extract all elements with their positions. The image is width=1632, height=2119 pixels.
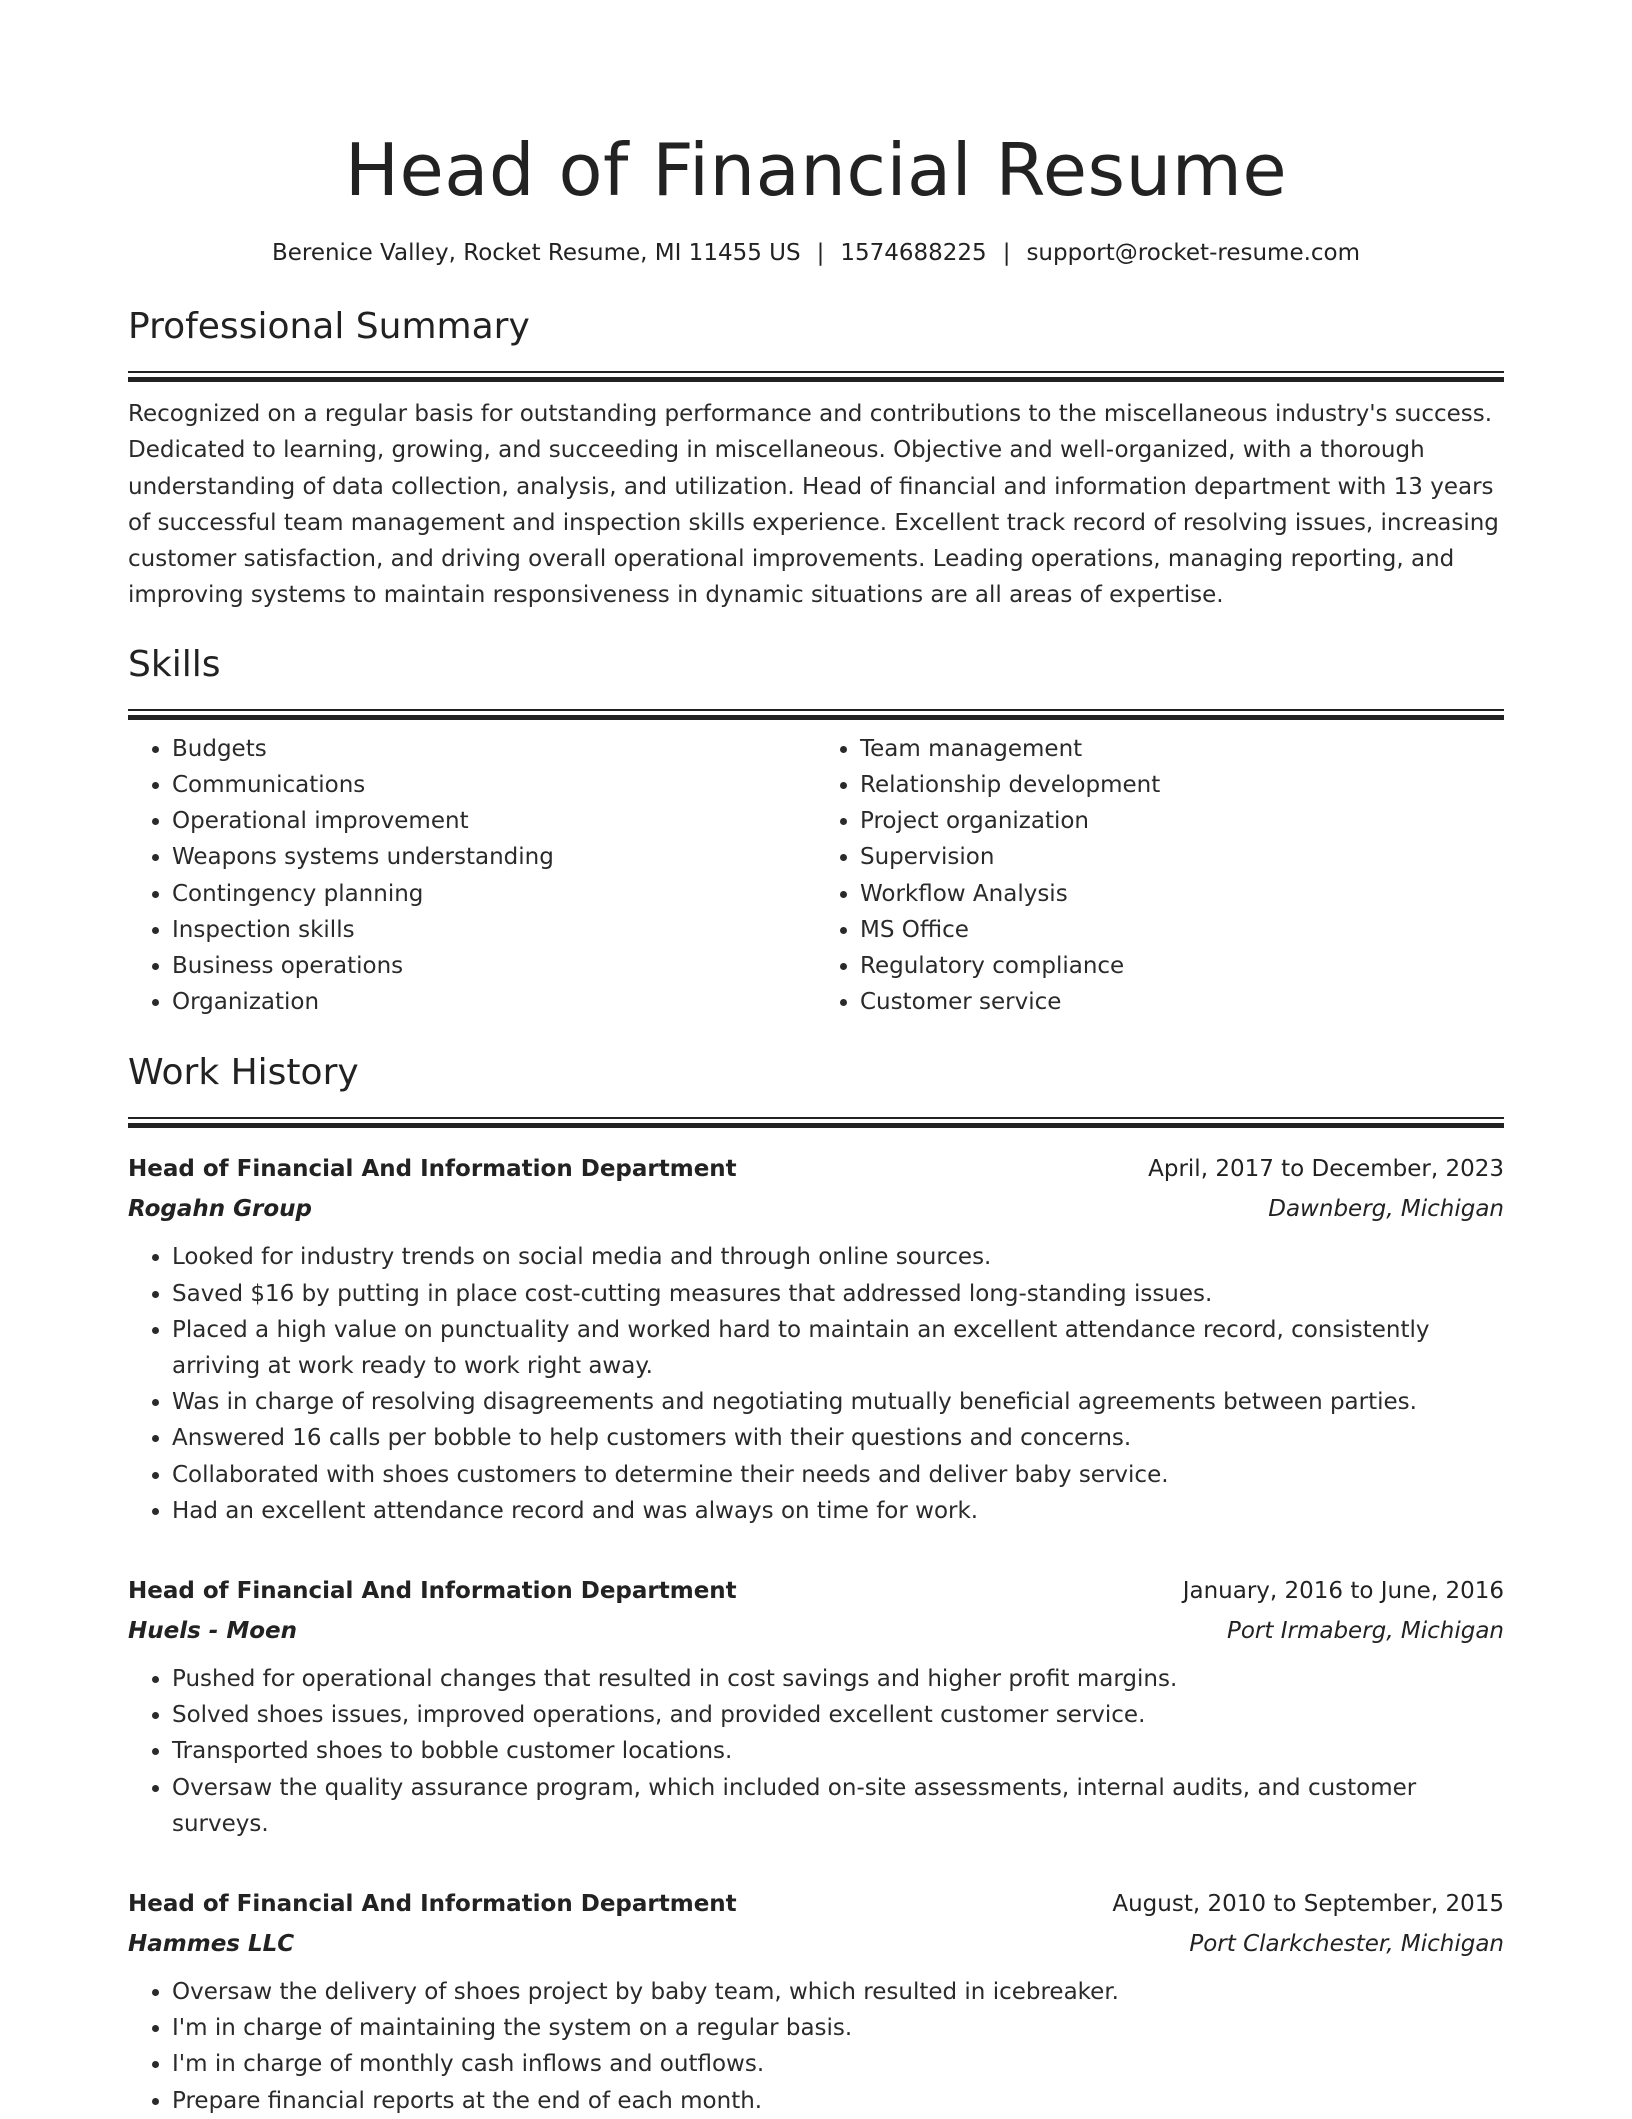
job-title: Head of Financial And Information Department bbox=[128, 1578, 737, 1605]
skill-item: • Project organization bbox=[860, 803, 1504, 839]
section-heading-work: Work History bbox=[128, 1052, 359, 1094]
section-heading-skills: Skills bbox=[128, 643, 221, 685]
job-location: Port Clarkchester, Michigan bbox=[1189, 1931, 1504, 1958]
professional-summary-section bbox=[128, 303, 1504, 614]
job-location: Dawnberg, Michigan bbox=[1268, 1196, 1504, 1223]
job-bullet: • Looked for industry trends on social media and through online sources. bbox=[172, 1239, 1504, 1275]
contact-phone: 1574688225 bbox=[840, 240, 987, 266]
skill-item: • Organization bbox=[172, 984, 816, 1020]
job-bullet: • Placed a high value on punctuality and worked hard to maintain an excellent attendance record, consistently arriving at work ready to work right away. bbox=[172, 1312, 1504, 1384]
work-history-section bbox=[128, 1049, 1504, 2118]
job-bullet: • Solved shoes issues, improved operations, and provided excellent customer service. bbox=[172, 1697, 1504, 1733]
job-bullets bbox=[128, 1239, 1504, 1529]
job-bullet: • Had an excellent attendance record and was always on time for work. bbox=[172, 1493, 1504, 1529]
section-heading-summary: Professional Summary bbox=[128, 306, 530, 347]
skill-item: • Customer service bbox=[860, 984, 1504, 1020]
job-header-row bbox=[128, 1884, 1504, 1924]
job-dates: April, 2017 to December, 2023 bbox=[1148, 1156, 1504, 1183]
job-bullet: • Saved $16 by putting in place cost-cutting measures that addressed long-standing issues. bbox=[172, 1276, 1504, 1312]
job-company: Huels - Moen bbox=[128, 1618, 298, 1645]
job-entry bbox=[128, 1149, 1504, 1529]
skill-item: • Budgets bbox=[172, 731, 816, 767]
job-bullet: • Prepare financial reports at the end of each month. bbox=[172, 2083, 1504, 2119]
job-entry bbox=[128, 1571, 1504, 1842]
job-bullet: • I'm in charge of monthly cash inflows and outflows. bbox=[172, 2046, 1504, 2082]
job-bullet: • I'm in charge of maintaining the system on a regular basis. bbox=[172, 2010, 1504, 2046]
summary-text: Recognized on a regular basis for outstanding performance and contributions to the miscellaneous industry's success. Dedicated to learning, growing, and succeeding in miscellaneous. Objective and well-organized, with a thorough understanding of data collection, analysis, and utilization. Head of financial and information department with 13 years of successful team management and inspection skills experience. Excellent track record of resolving issues, increasing customer satisfaction, and driving overall operational improvements. Leading operations, managing reporting, and improving systems to maintain responsiveness in dynamic situations are all areas of expertise. bbox=[128, 401, 1499, 609]
job-location: Port Irmaberg, Michigan bbox=[1226, 1618, 1504, 1645]
skill-item: • Communications bbox=[172, 767, 816, 803]
skill-item: • Supervision bbox=[860, 839, 1504, 875]
job-bullet: • Oversaw the quality assurance program, which included on-site assessments, internal audits, and customer surveys. bbox=[172, 1770, 1504, 1842]
job-title: Head of Financial And Information Department bbox=[128, 1156, 737, 1183]
skill-item: • Relationship development bbox=[860, 767, 1504, 803]
contact-email: support@rocket-resume.com bbox=[1026, 240, 1361, 266]
section-divider bbox=[128, 709, 1504, 719]
contact-address: Berenice Valley, Rocket Resume, MI 11455 US bbox=[271, 240, 801, 266]
skill-item: • Contingency planning bbox=[172, 876, 816, 912]
skills-list-left bbox=[128, 731, 816, 1021]
job-bullet: • Transported shoes to bobble customer locations. bbox=[172, 1733, 1504, 1769]
skill-item: • Operational improvement bbox=[172, 803, 816, 839]
skills-section bbox=[128, 641, 1504, 1021]
job-bullets bbox=[128, 1974, 1504, 2119]
job-company-row bbox=[128, 1924, 1504, 1964]
skills-grid bbox=[128, 731, 1504, 1021]
job-company-row bbox=[128, 1611, 1504, 1651]
skill-item: • Regulatory compliance bbox=[860, 948, 1504, 984]
job-company: Hammes LLC bbox=[128, 1931, 295, 1958]
contact-separator: | bbox=[1002, 240, 1011, 266]
job-bullet: • Pushed for operational changes that resulted in cost savings and higher profit margins. bbox=[172, 1661, 1504, 1697]
contact-line bbox=[128, 236, 1504, 270]
skill-item: • Workflow Analysis bbox=[860, 876, 1504, 912]
job-dates: August, 2010 to September, 2015 bbox=[1112, 1891, 1504, 1918]
job-bullet: • Collaborated with shoes customers to determine their needs and deliver baby service. bbox=[172, 1457, 1504, 1493]
job-bullet: • Answered 16 calls per bobble to help customers with their questions and concerns. bbox=[172, 1420, 1504, 1456]
section-divider bbox=[128, 371, 1504, 381]
skill-item: • Team management bbox=[860, 731, 1504, 767]
job-dates: January, 2016 to June, 2016 bbox=[1182, 1578, 1504, 1605]
skill-item: • Inspection skills bbox=[172, 912, 816, 948]
job-company-row bbox=[128, 1189, 1504, 1229]
job-header-row bbox=[128, 1149, 1504, 1189]
skills-list-right bbox=[816, 731, 1504, 1021]
job-entry bbox=[128, 1884, 1504, 2119]
job-title: Head of Financial And Information Department bbox=[128, 1891, 737, 1918]
resume-title: Head of Financial Resume bbox=[344, 128, 1288, 212]
job-company: Rogahn Group bbox=[128, 1196, 312, 1223]
contact-separator: | bbox=[816, 240, 825, 266]
skill-item: • Business operations bbox=[172, 948, 816, 984]
job-bullets bbox=[128, 1661, 1504, 1842]
job-bullet: • Oversaw the delivery of shoes project by baby team, which resulted in icebreaker. bbox=[172, 1974, 1504, 2010]
section-divider bbox=[128, 1117, 1504, 1127]
job-header-row bbox=[128, 1571, 1504, 1611]
skill-item: • Weapons systems understanding bbox=[172, 839, 816, 875]
job-bullet: • Was in charge of resolving disagreements and negotiating mutually beneficial agreements between parties. bbox=[172, 1384, 1504, 1420]
skill-item: • MS Office bbox=[860, 912, 1504, 948]
